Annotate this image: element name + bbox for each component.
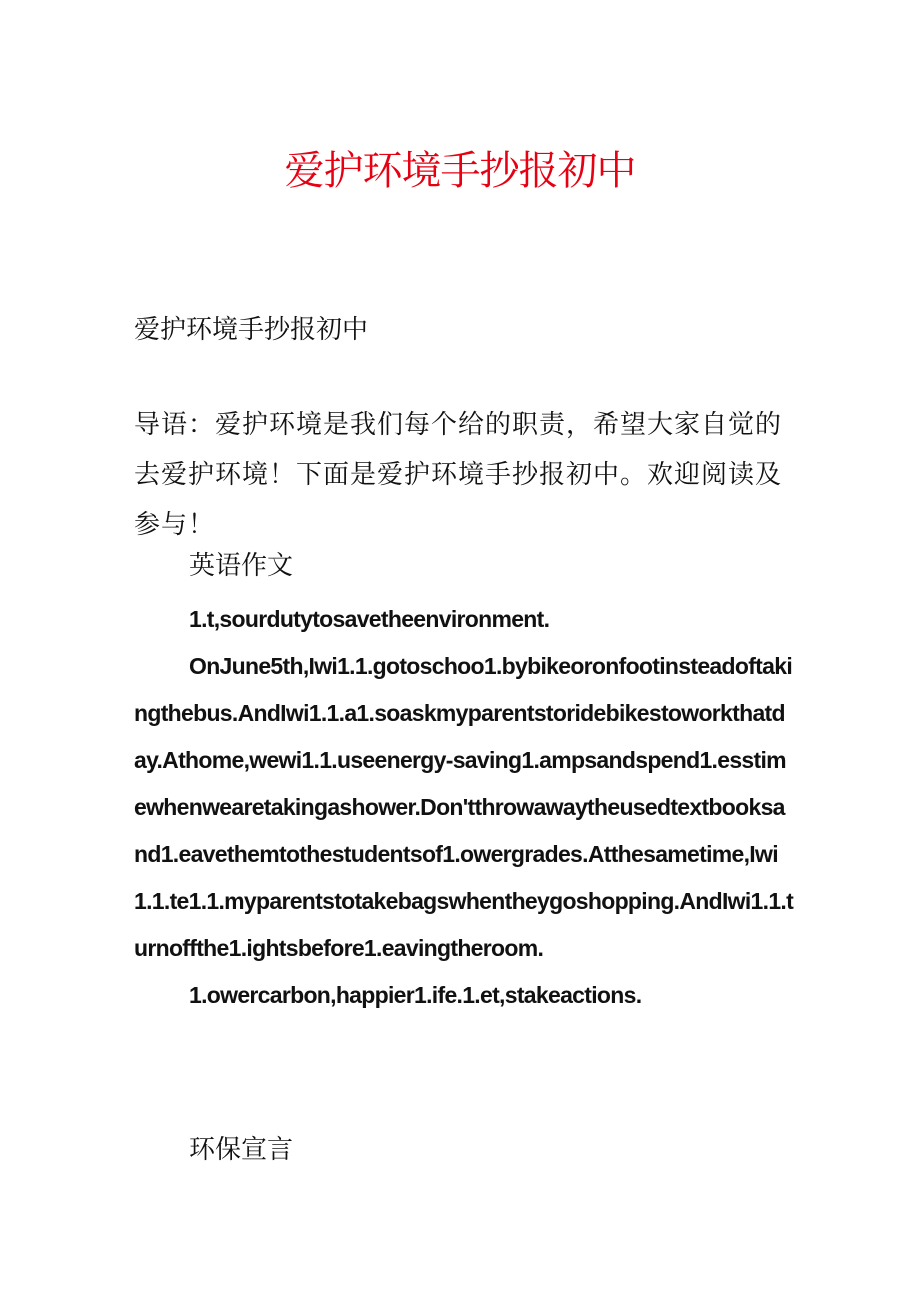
english-paragraph: 1.owercarbon,happier1.ife.1.et,stakeactions. [189, 982, 642, 1008]
english-essay-body [134, 596, 794, 1019]
english-paragraph: OnJune5th,Iwi1.1.gotoschoo1.bybikeoronfootinsteadoftakingthebus.AndIwi1.1.a1.soaskmyparentstoridebikestoworkthatday.Athome,wewi1.1.useenergy-saving1.ampsandspend1.esstimewhenwearetakingashower.Don'tthrowawaytheusedtextbooksand1.eavethemtothestudentsof1.owergrades.Atthesametime,Iwi1.1.te1.1.myparentstotakebagswhentheygoshopping.AndIwi1.1.turnoffthe1.ightsbefore1.eavingtheroom. [134, 653, 794, 961]
document-title: 爱护环境手抄报初中 [284, 148, 636, 194]
english-paragraph: 1.t,sourdutytosavetheenvironment. [189, 606, 550, 632]
document-subtitle: 爱护环境手抄报初中 [134, 315, 369, 345]
intro-paragraph: 导语：爱护环境是我们每个给的职责，希望大家自觉的去爱护环境！下面是爱护环境手抄报初中。欢迎阅读及参与！ [134, 410, 783, 540]
english-essay-heading: 英语作文 [189, 551, 294, 581]
declaration-heading: 环保宣言 [189, 1135, 294, 1165]
